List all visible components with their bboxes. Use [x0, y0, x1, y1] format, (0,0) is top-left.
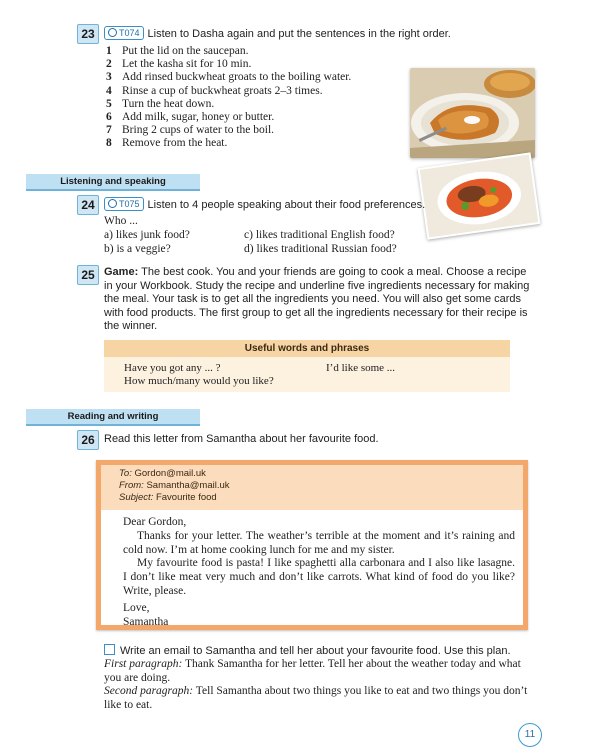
exercise-23-instruction: T074 Listen to Dasha again and put the sentences in the right order.: [104, 26, 451, 41]
exercise-24-instruction: T075 Listen to 4 people speaking about their food preferences.: [104, 197, 425, 212]
option-d: d) likes traditional Russian food?: [244, 242, 397, 255]
sentence-list: [106, 45, 351, 151]
pancakes-illustration: [410, 68, 535, 158]
email-greeting: Dear Gordon,: [123, 516, 187, 528]
salad-photo: [418, 152, 541, 239]
list-item: 5 Turn the heat down.: [106, 97, 215, 110]
list-item: 6 Add milk, sugar, honey or butter.: [106, 111, 275, 124]
option-a: a) likes junk food?: [104, 229, 190, 241]
list-item: 1 Put the lid on the saucepan.: [106, 45, 249, 57]
section-banner-listening-speaking: Listening and speaking: [26, 174, 200, 191]
audio-track-badge[interactable]: T075: [104, 197, 144, 211]
pancakes-photo: [410, 68, 535, 158]
exercise-number-23: 23: [77, 24, 99, 44]
useful-phrases-title: Useful words and phrases: [104, 340, 510, 357]
cd-icon: [108, 28, 117, 37]
audio-track-badge[interactable]: T074: [104, 26, 144, 40]
options-left: [104, 229, 190, 256]
phrase: Have you got any ... ?: [124, 362, 221, 374]
exercise-25-text: Game: The best cook. You and your friends are going to cook a meal. Choose a recipe in your Workbook. Study the recipe and underline five ingredients necessary for making the meal. Your task is to get all the ingredients you need. You will also get some cards with food products. The first group to get all the ingredients necessary for their recipe is the winner.: [104, 266, 530, 333]
page-number: 11: [518, 723, 542, 747]
email-letter-card: [96, 460, 528, 630]
exercise-number-26: 26: [77, 430, 99, 450]
list-item: 7 Bring 2 cups of water to the boil.: [106, 124, 275, 137]
exercise-26-instruction: Read this letter from Samantha about her favourite food.: [104, 433, 379, 445]
option-b: b) is a veggie?: [104, 242, 171, 255]
writing-plan: [104, 658, 532, 712]
email-paragraph-1: Thanks for your letter. The weather’s terrible at the moment and it’s raining and cold now. I’m at home cooking lunch for me and my sister.: [123, 529, 515, 556]
list-item: 2 Let the kasha sit for 10 min.: [106, 58, 252, 71]
who-prompt: Who ...: [104, 215, 138, 227]
plan-second-paragraph: Second paragraph: Tell Samantha about two things you like to eat and two things you don’t like to eat.: [104, 685, 528, 711]
phrase: I’d like some ...: [326, 362, 396, 374]
email-from: From: Samantha@mail.uk: [119, 480, 230, 491]
list-item: 3 Add rinsed buckwheat groats to the boiling water.: [106, 71, 352, 84]
email-header: [101, 465, 523, 510]
exercise-number-25: 25: [77, 265, 99, 285]
phrase: How much/many would you like?: [124, 375, 274, 387]
email-paragraph-2: My favourite food is pasta! I like spaghetti alla carbonara and I also like lasagne. I don’t like meat very much and don’t like carrots. What kind of food do you like? Write, please.: [123, 557, 515, 597]
task-checkbox-icon: [104, 644, 115, 655]
game-label: Game:: [104, 266, 139, 278]
list-item: 8 Remove from the heat.: [106, 137, 228, 150]
cd-icon: [108, 199, 117, 208]
email-body: [101, 510, 523, 629]
writing-task-instruction: Write an email to Samantha and tell her about your favourite food. Use this plan.: [104, 644, 532, 658]
phrases-left: [124, 362, 274, 388]
email-closing: Love,: [123, 601, 150, 614]
exercise-number-24: 24: [77, 195, 99, 215]
email-subject: Subject: Favourite food: [119, 492, 217, 503]
list-item: 4 Rinse a cup of buckwheat groats 2–3 times.: [106, 84, 323, 97]
options-right: [244, 229, 397, 256]
email-signature: Samantha: [123, 615, 169, 628]
option-c: c) likes traditional English food?: [244, 229, 395, 241]
salad-illustration: [420, 155, 538, 238]
plan-first-paragraph: First paragraph: Thank Samantha for her letter. Tell her about the weather today and what you are doing.: [104, 658, 521, 684]
email-to: To: Gordon@mail.uk: [119, 468, 206, 479]
useful-phrases-box: [104, 340, 510, 392]
section-banner-reading-writing: Reading and writing: [26, 409, 200, 426]
